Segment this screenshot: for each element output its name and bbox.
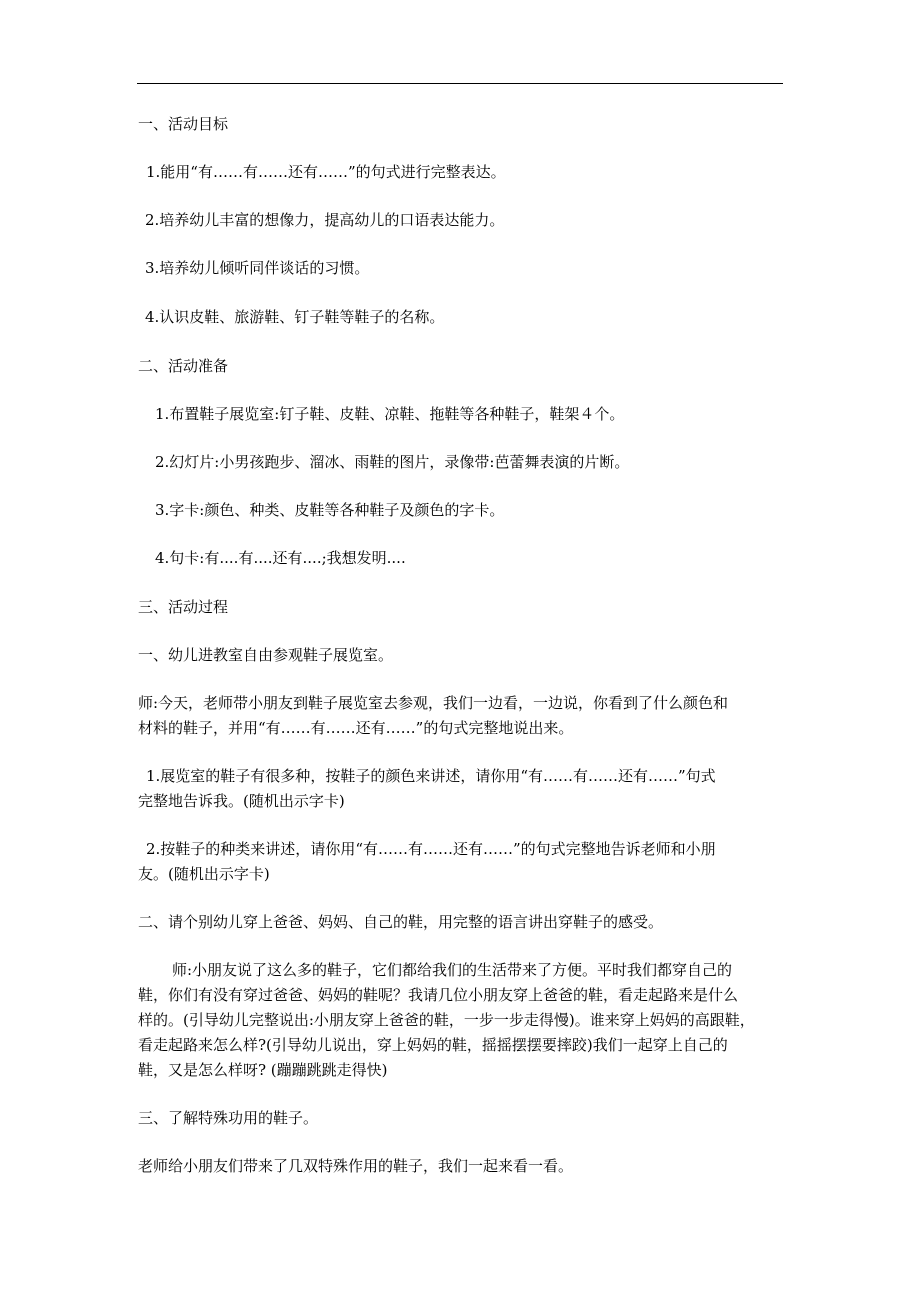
step-1a-line-2: 完整地告诉我。(随机出示字卡) [138, 792, 345, 810]
teacher-speech-2-line-4: 看走起路来怎么样?(引导幼儿说出，穿上妈妈的鞋，摇摇摆摆要摔跤)我们一起穿上自己的 [138, 1036, 728, 1054]
teacher-speech-2-line-1: 师:小朋友说了这么多的鞋子，它们都给我们的生活带来了方便。平时我们都穿自己的 [172, 961, 733, 979]
process-step-3-heading: 三、了解特殊功用的鞋子。 [138, 1109, 319, 1127]
prep-item-3: 3.字卡:颜色、种类、皮鞋等各种鞋子及颜色的字卡。 [155, 501, 505, 519]
goal-item-1: 1.能用“有……有……还有……”的句式进行完整表达。 [146, 163, 506, 181]
teacher-speech-2-line-2: 鞋，你们有没有穿过爸爸、妈妈的鞋呢？我请几位小朋友穿上爸爸的鞋，看走起路来是什么 [138, 986, 739, 1004]
prep-item-1: 1.布置鞋子展览室:钉子鞋、皮鞋、凉鞋、拖鞋等各种鞋子，鞋架４个。 [155, 405, 625, 423]
step-1b-line-2: 友。(随机出示字卡) [138, 865, 270, 883]
prep-item-2: 2.幻灯片:小男孩跑步、溜冰、雨鞋的图片，录像带:芭蕾舞表演的片断。 [155, 453, 630, 471]
header-rule [137, 83, 783, 84]
section-heading-preparation: 二、活动准备 [138, 357, 229, 375]
step-1a-line-1: 1.展览室的鞋子有很多种，按鞋子的颜色来讲述，请你用“有……有……还有……”句式 [146, 767, 716, 785]
teacher-speech-1-line-1: 师:今天，老师带小朋友到鞋子展览室去参观，我们一边看，一边说，你看到了什么颜色和 [138, 694, 729, 712]
teacher-speech-2-line-3: 样的。(引导幼儿完整说出:小朋友穿上爸爸的鞋，一步一步走得慢)。谁来穿上妈妈的高跟鞋， [138, 1011, 755, 1029]
step-1b-line-1: 2.按鞋子的种类来讲述，请你用“有……有……还有……”的句式完整地告诉老师和小朋 [146, 840, 716, 858]
section-heading-process: 三、活动过程 [138, 598, 229, 616]
teacher-speech-3: 老师给小朋友们带来了几双特殊作用的鞋子，我们一起来看一看。 [138, 1157, 574, 1175]
goal-item-4: 4.认识皮鞋、旅游鞋、钉子鞋等鞋子的名称。 [145, 308, 445, 326]
process-step-1-heading: 一、幼儿进教室自由参观鞋子展览室。 [138, 646, 394, 664]
section-heading-goals: 一、活动目标 [138, 115, 229, 133]
teacher-speech-2-line-5: 鞋，又是怎么样呀? (蹦蹦跳跳走得快) [138, 1061, 388, 1079]
process-step-2-heading: 二、请个别幼儿穿上爸爸、妈妈、自己的鞋，用完整的语言讲出穿鞋子的感受。 [138, 913, 664, 931]
goal-item-3: 3.培养幼儿倾听同伴谈话的习惯。 [145, 259, 370, 277]
goal-item-2: 2.培养幼儿丰富的想像力，提高幼儿的口语表达能力。 [145, 211, 505, 229]
teacher-speech-1-line-2: 材料的鞋子，并用“有……有……还有……”的句式完整地说出来。 [138, 719, 574, 737]
prep-item-4: 4.句卡:有....有....还有....;我想发明.... [155, 549, 406, 567]
